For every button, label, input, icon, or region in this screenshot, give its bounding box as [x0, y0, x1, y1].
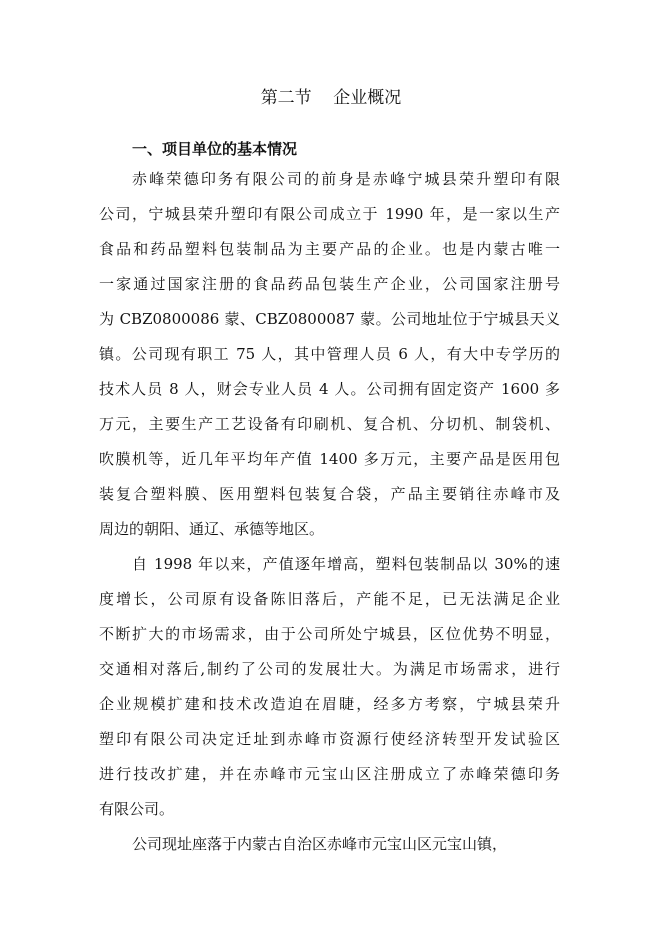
paragraph-2-line: 度增长，公司原有设备陈旧落后，产能不足，已无法满足企业 [99, 590, 560, 608]
paragraph-2-line: 塑印有限公司决定迁址到赤峰市资源行使经济转型开发试验区 [99, 730, 560, 748]
paragraph-3-line: 公司现址座落于内蒙古自治区赤峰市元宝山区元宝山镇， [132, 835, 508, 853]
paragraph-1-line: 为 CBZ0800086 蒙、CBZ0800087 蒙。公司地址位于宁城县天义 [99, 310, 560, 328]
paragraph-2-line: 自 1998 年以来，产值逐年增高，塑料包装制品以 30%的速 [132, 555, 560, 573]
paragraph-2-line: 不断扩大的市场需求，由于公司所处宁城县，区位优势不明显， [99, 625, 560, 643]
paragraph-2-line: 交通相对落后,制约了公司的发展壮大。为满足市场需求，进行 [99, 660, 560, 678]
paragraph-1-line: 技术人员 8 人，财会专业人员 4 人。公司拥有固定资产 1600 多 [99, 380, 560, 398]
paragraph-1-line: 吹膜机等，近几年平均年产值 1400 多万元，主要产品是医用包 [99, 450, 560, 468]
paragraph-1-line: 万元，主要生产工艺设备有印刷机、复合机、分切机、制袋机、 [99, 415, 560, 433]
paragraph-2-line: 有限公司。 [99, 800, 175, 818]
paragraph-1-line: 赤峰荣德印务有限公司的前身是赤峰宁城县荣升塑印有限 [132, 170, 560, 188]
paragraph-2-line: 进行技改扩建，并在赤峰市元宝山区注册成立了赤峰荣德印务 [99, 765, 560, 783]
paragraph-1-line: 公司，宁城县荣升塑印有限公司成立于 1990 年，是一家以生产 [99, 205, 560, 223]
paragraph-1-line: 一家通过国家注册的食品药品包装生产企业，公司国家注册号 [99, 275, 560, 293]
paragraph-1-line: 食品和药品塑料包装制品为主要产品的企业。也是内蒙古唯一 [99, 240, 560, 258]
paragraph-1-line: 镇。公司现有职工 75 人，其中管理人员 6 人，有大中专学历的 [99, 345, 560, 363]
paragraph-1-line: 周边的朝阳、通辽、承德等地区。 [99, 520, 325, 538]
paragraph-1-line: 装复合塑料膜、医用塑料包装复合袋，产品主要销往赤峰市及 [99, 485, 560, 503]
section-title: 第二节 企业概况 [260, 88, 402, 108]
subheading: 一、项目单位的基本情况 [132, 140, 298, 158]
paragraph-2-line: 企业规模扩建和技术改造迫在眉睫，经多方考察，宁城县荣升 [99, 695, 560, 713]
